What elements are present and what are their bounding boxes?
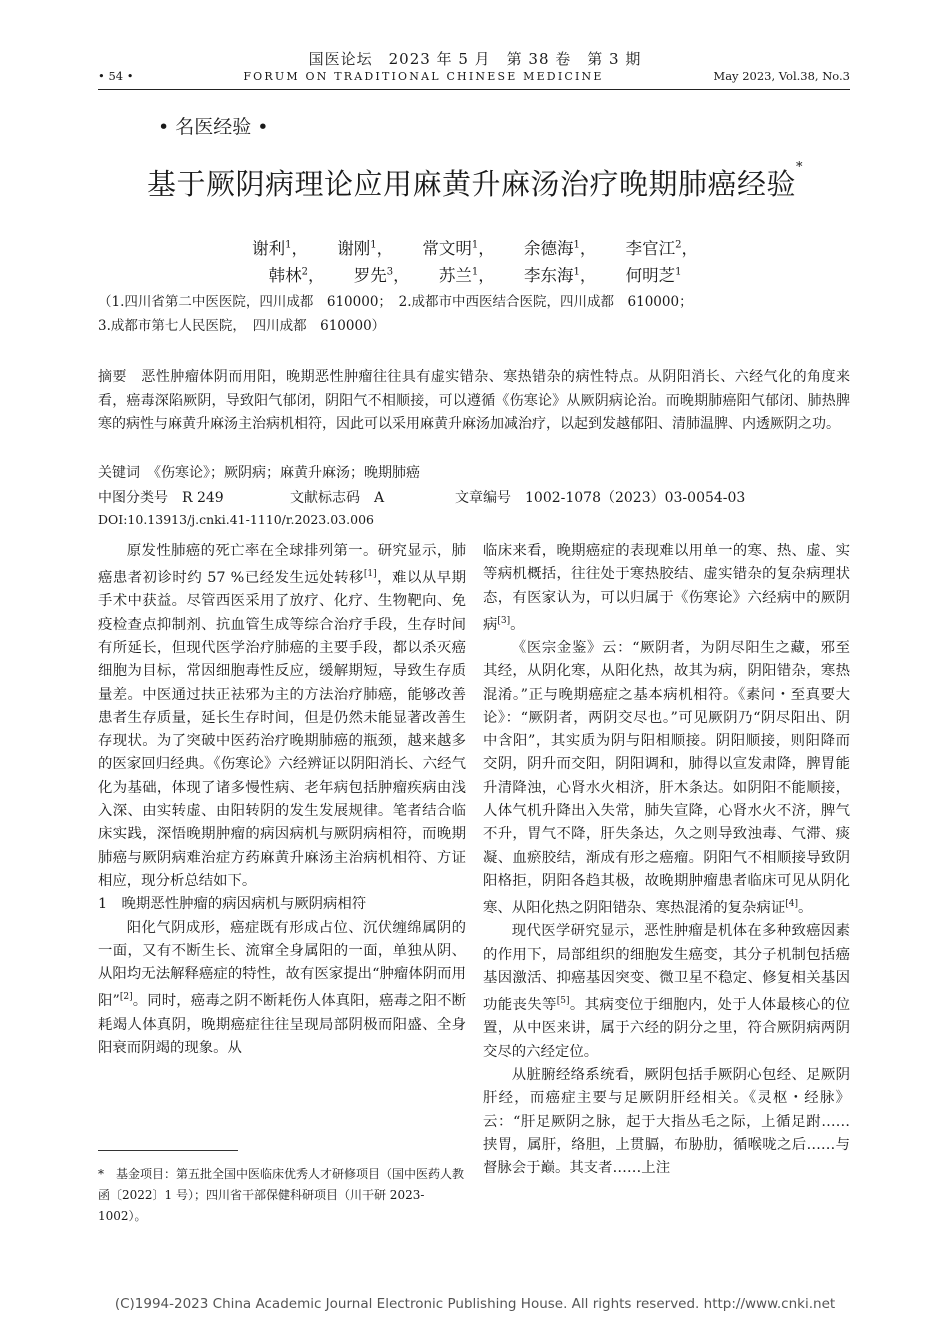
body-right-column	[483, 540, 850, 1180]
section-heading: 1 晚期恶性肿瘤的病因病机与厥阴病相符	[98, 896, 367, 913]
affiliation-line-1: （1.四川省第二中医医院，四川成都 610000； 2.成都市中西医结合医院，四川成都 610000；	[98, 294, 693, 310]
author: 谢刚$^1$，	[337, 239, 394, 258]
column-label: • 名医经验 •	[158, 116, 269, 138]
citation: [1]	[363, 569, 377, 580]
authors-line-2	[0, 262, 950, 286]
citation: [5]	[556, 996, 570, 1007]
citation: [4]	[785, 899, 798, 910]
author: 韩林$^2$，	[268, 266, 325, 285]
copyright-notice: (C)1994-2023 China Academic Journal Electronic Publishing House. All rights reserved. http://www.cnki.net	[114, 1296, 836, 1312]
journal-title-en: FORUM ON TRADITIONAL CHINESE MEDICINE	[243, 70, 604, 83]
paragraph: 原发性肺癌的死亡率在全球排列第一。研究显示，肺癌患者初诊时约 57 %已经发生远处转移[1]，难以从早期手术中获益。尽管西医采用了放疗、化疗、生物靶向、免疫检查点抑制剂、抗血管生成等综合治疗手段，生存时间有所延长，但现代医学治疗肺癌的主要手段，都以杀灭癌细胞为目标，常因细胞毒性反应，缓解期短，导致生存质量差。中医通过扶正祛邪为主的方法治疗肺癌，能够改善患者生存质量，延长生存时间，但是仍然未能显著改善生存现状。为了突破中医药治疗晚期肺癌的瓶颈，越来越多的医家回归经典。《伤寒论》六经辨证以阴阳消长、六经气化为基础，体现了诸多慢性病、老年病包括肿瘤疾病由浅入深、由实转虚、由阳转阴的发生发展规律。笔者结合临床实践，深悟晚期肿瘤的病因病机与厥阴病相符，而晚期肺癌与厥阴病难治症方药麻黄升麻汤主治病机相符、方证相应，现分析总结如下。	[98, 543, 466, 889]
author: 常文明$^1$，	[422, 239, 495, 258]
abstract: 摘要 恶性肿瘤体阴而用阳，晚期恶性肿瘤往往具有虚实错杂、寒热错杂的病性特点。从阴阳消长、六经气化的角度来看，癌毒深陷厥阴，导致阳气郁闭，阴阳气不相顺接，可以遵循《伤寒论》从厥阴病论治。而晚期肺癌阳气郁闭、肺热脾寒的病性与麻黄升麻汤主治病机相符，因此可以采用麻黄升麻汤加减治疗，以起到发越郁阳、清肺温脾、内透厥阴之功。	[98, 369, 850, 432]
citation: [3]	[497, 615, 511, 626]
document-code: 文献标志码 A	[290, 490, 385, 506]
author: 罗先$^3$，	[353, 266, 410, 285]
paragraph: 临床来看，晚期癌症的表现难以用单一的寒、热、虚、实等病机概括，往往处于寒热胶结、虚实错杂的复杂病理状态，有医家认为，可以归属于《伤寒论》六经病中的厥阴病[3]。	[483, 543, 850, 633]
footnote-rule	[98, 1150, 238, 1151]
doi: DOI:10.13913/j.cnki.41-1110/r.2023.03.006	[98, 512, 374, 527]
footnote: * 基金项目：第五批全国中医临床优秀人才研修项目（国中医药人教函〔2022〕1 号）；四川省干部保健科研项目（川干研 2023-1002）。	[98, 1167, 465, 1223]
article-number: 文章编号 1002-1078（2023）03-0054-03	[455, 490, 746, 506]
author: 谢利$^1$，	[252, 239, 308, 258]
author: 何明芝$^1$	[625, 266, 682, 285]
issue-en: May 2023, Vol.38, No.3	[713, 69, 850, 83]
clc-number: 中图分类号 R 249	[98, 490, 224, 506]
paragraph: 从脏腑经络系统看，厥阴包括手厥阴心包经、足厥阴肝经，而癌症主要与足厥阴肝经相关。《灵枢・经脉》云：“肝足厥阴之脉，起于大指丛毛之际，上循足跗……挟胃，属肝，络胆，上贯膈，布胁肋，循喉咙之后……与督脉会于巅。其支者……上注	[483, 1066, 850, 1177]
authors-line-1	[0, 235, 950, 259]
journal-header-cn: 国医论坛 2023 年 5 月 第 38 卷 第 3 期	[308, 50, 642, 68]
page-number: • 54 •	[98, 69, 134, 83]
author: 李东海$^1$，	[523, 266, 597, 285]
header-rule	[98, 89, 850, 90]
keywords: 关键词 《伤寒论》；厥阴病；麻黄升麻汤；晚期肺癌	[98, 465, 420, 481]
author: 李官江$^2$，	[625, 239, 698, 258]
affiliation-line-2: 3.成都市第七人民医院， 四川成都 610000）	[98, 318, 386, 334]
article-title	[0, 162, 950, 203]
body-left-column	[98, 540, 466, 1060]
paragraph: 现代医学研究显示，恶性肿瘤是机体在多种致癌因素的作用下，局部组织的细胞发生癌变，其分子机制包括癌基因激活、抑癌基因突变、微卫星不稳定、修复相关基因功能丧失等[5]。其病变位于细胞内，处于人体最核心的位置，从中医来讲，属于六经的阴分之里，符合厥阴病两阴交尽的六经定位。	[483, 923, 850, 1060]
author: 余德海$^1$，	[523, 239, 597, 258]
citation: [2]	[119, 992, 133, 1003]
journal-header-row	[98, 69, 850, 83]
paragraph: 《医宗金鉴》云：“厥阴者，为阴尽阳生之藏，邪至其经，从阴化寒，从阳化热，故其为病，阴阳错杂，寒热混淆。”正与晚期癌症之基本病机相符。《素问・至真要大论》：“厥阴者，两阴交尽也。”可见厥阴乃“阴尽阳出、阴中含阳”，其实质为阴与阳相顺接。阴阳顺接，则阳降而交阴，阴升而交阳，阴阳调和，肺得以宣发肃降，脾胃能升清降浊，心肾水火相济，肝木条达。如阴阳不能顺接，人体气机升降出入失常，肺失宣降，心肾水火不济，脾气不升，胃气不降，肝失条达，久之则导致浊毒、气滞、痰凝、血瘀胶结，渐成有形之癌瘤。阴阳气不相顺接导致阴阳格拒，阴阳各趋其极，故晚期肿瘤患者临床可见从阴化寒、从阳化热之阴阳错杂、寒热混淆的复杂病证[4]。	[483, 639, 850, 917]
author: 苏兰$^1$，	[438, 266, 495, 285]
paragraph: 阳化气阴成形，癌症既有形成占位、沉伏缠绵属阴的一面，又有不断生长、流窜全身属阳的一面，单独从阴、从阳均无法解释癌症的特性，故有医家提出“肿瘤体阴而用阳”[2]。同时，癌毒之阴不断耗伤人体真阳，癌毒之阳不断耗竭人体真阴，晚期癌症往往呈现局部阴极而阳盛、全身阳衰而阴竭的现象。从	[98, 919, 466, 1056]
title-footnote-mark: *	[796, 160, 803, 175]
title-text: 基于厥阴病理论应用麻黄升麻汤治疗晚期肺癌经验	[146, 167, 796, 201]
